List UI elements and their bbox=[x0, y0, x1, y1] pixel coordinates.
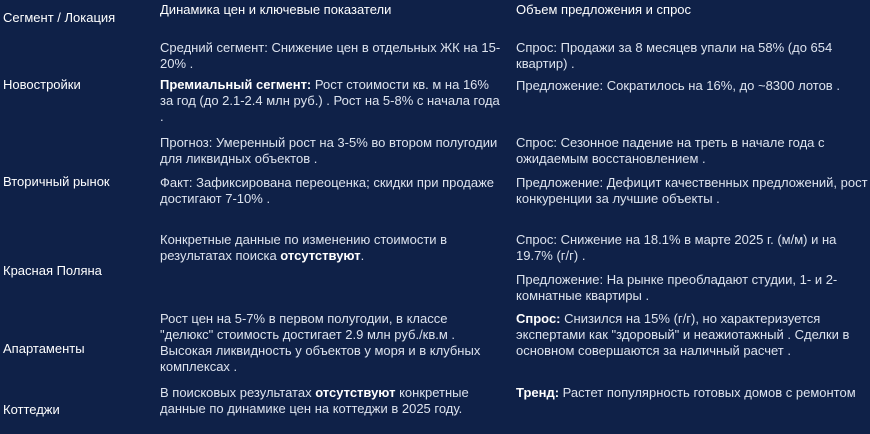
dynamics-cell: Премиальный сегмент: Рост стоимости кв. м на 16% за год (до 2.1-2.4 млн руб.) . Рост на 5-8% с начала года . bbox=[160, 77, 500, 124]
supply-cell: Спрос: Снижение на 18.1% в марте 2025 г. (м/м) и на 19.7% (г/г) . bbox=[516, 232, 837, 263]
dynamics-cell: Факт: Зафиксирована переоценка; скидки при продаже достигают 7-10% . bbox=[160, 175, 495, 206]
dynamics-cell: Средний сегмент: Снижение цен в отдельных ЖК на 15-20% . bbox=[160, 40, 501, 71]
header-segment: Сегмент / Локация bbox=[3, 10, 116, 25]
dynamics-cell: Конкретные данные по изменению стоимости в результатах поиска отсутствуют. bbox=[160, 232, 448, 263]
supply-cell: Спрос: Продажи за 8 месяцев упали на 58% (до 654 квартир) . bbox=[516, 40, 833, 71]
row-segment-label: Красная Поляна bbox=[3, 263, 102, 278]
supply-cell: Предложение: На рынке преобладают студии, 1- и 2-комнатные квартиры . bbox=[516, 272, 838, 303]
header-dynamics: Динамика цен и ключевые показатели bbox=[160, 2, 392, 17]
supply-cell: Тренд: Растет популярность готовых домов с ремонтом bbox=[516, 385, 856, 400]
row-segment-label: Вторичный рынок bbox=[3, 174, 110, 189]
supply-cell: Спрос: Сезонное падение на треть в начале года с ожидаемым восстановлением . bbox=[516, 135, 825, 166]
dynamics-cell: Прогноз: Умеренный рост на 3-5% во втором полугодии для ликвидных объектов . bbox=[160, 135, 498, 166]
supply-cell: Предложение: Дефицит качественных предложений, рост конкуренции за лучшие объекты . bbox=[516, 175, 868, 206]
supply-cell: Спрос: Снизился на 15% (г/г), но характеризуется экспертами как "здоровый" и неажиотажный . Сделки в основном совершаются за наличный расчет . bbox=[516, 311, 850, 358]
row-segment-label: Коттеджи bbox=[3, 402, 60, 417]
row-segment-label: Апартаменты bbox=[3, 341, 85, 356]
header-supply: Объем предложения и спрос bbox=[516, 2, 692, 17]
dynamics-cell: В поисковых результатах отсутствуют конкретные данные по динамике цен на коттеджи в 2025 году. bbox=[160, 385, 469, 416]
row-segment-label: Новостройки bbox=[3, 77, 81, 92]
dynamics-cell: Рост цен на 5-7% в первом полугодии, в классе "делюкс" стоимость достигает 2.9 млн руб./кв.м . Высокая ликвидность у объектов у моря и в клубных комплексах . bbox=[160, 311, 481, 374]
supply-cell: Предложение: Сократилось на 16%, до ~8300 лотов . bbox=[516, 78, 840, 93]
